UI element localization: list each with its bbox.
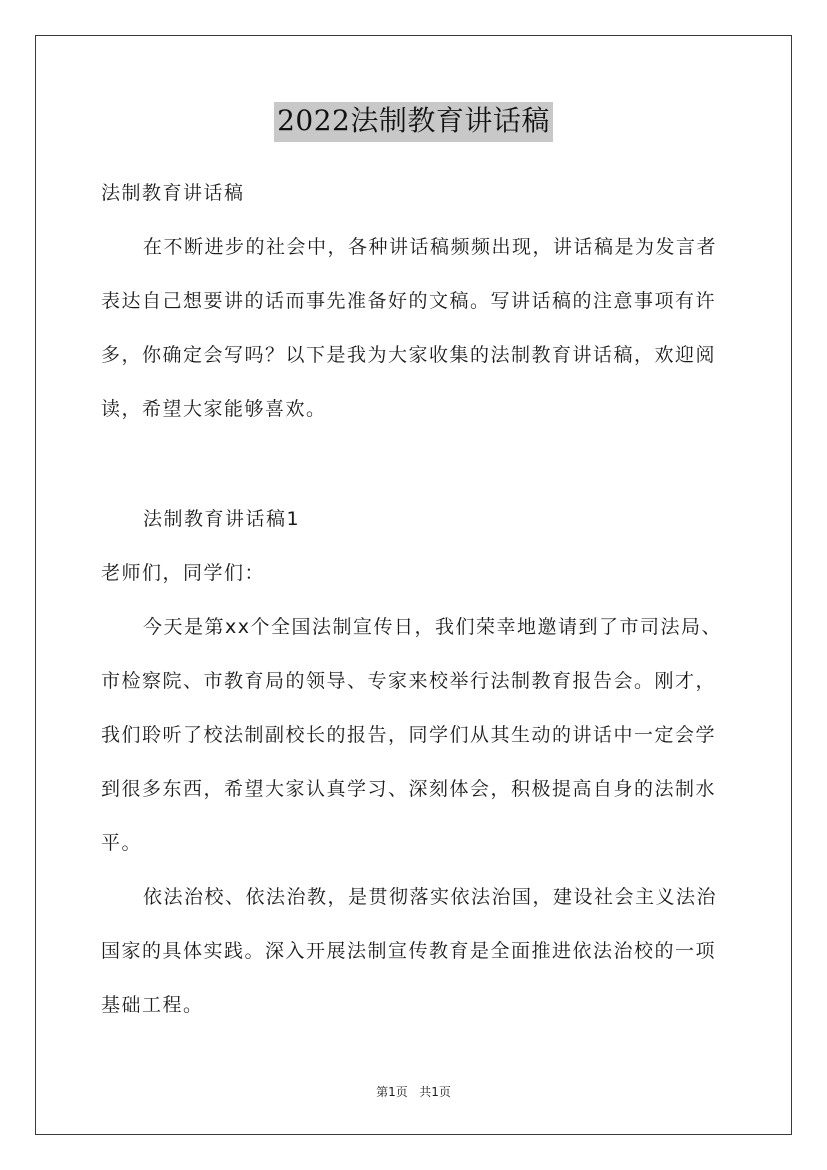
salutation-block — [101, 546, 741, 600]
paragraph-line: 到很多东西，希望大家认真学习、深刻体会，积极提高自身的法制水 — [101, 778, 717, 800]
paragraph-line: 今天是第xx个全国法制宣传日，我们荣幸地邀请到了市司法局、 — [143, 616, 722, 638]
page-footer — [0, 1083, 827, 1100]
document-title-wrapper — [0, 102, 827, 142]
intro-line: 在不断进步的社会中，各种讲话稿频频出现，讲话稿是为发言者 — [143, 236, 718, 258]
paragraph-1 — [101, 600, 741, 870]
document-title: 2022法制教育讲话稿 — [274, 102, 553, 142]
intro-paragraph — [101, 220, 741, 436]
section-title: 法制教育讲话稿1 — [143, 508, 301, 530]
intro-line: 表达自己想要讲的话而事先准备好的文稿。写讲话稿的注意事项有许 — [101, 290, 717, 312]
paragraph-line: 依法治校、依法治教，是贯彻落实依法治国，建设社会主义法治 — [143, 886, 718, 908]
paragraph-line: 平。 — [101, 832, 143, 854]
paragraph-2 — [101, 870, 741, 1032]
paragraph-line: 国家的具体实践。深入开展法制宣传教育是全面推进依法治校的一项 — [101, 940, 717, 962]
intro-line: 多，你确定会写吗？以下是我为大家收集的法制教育讲话稿，欢迎阅 — [101, 344, 717, 366]
paragraph-line: 基础工程。 — [101, 994, 204, 1016]
paragraph-line: 我们聆听了校法制副校长的报告，同学们从其生动的讲话中一定会学 — [101, 724, 717, 746]
salutation: 老师们，同学们： — [101, 562, 266, 584]
page-total: 共1页 — [419, 1085, 451, 1099]
page-number: 第1页 — [376, 1085, 408, 1099]
paragraph-line: 市检察院、市教育局的领导、专家来校举行法制教育报告会。刚才， — [101, 670, 717, 692]
heading-block — [101, 166, 741, 220]
section-title-block — [101, 492, 741, 546]
intro-line: 读，希望大家能够喜欢。 — [101, 398, 327, 420]
document-heading: 法制教育讲话稿 — [101, 182, 245, 204]
